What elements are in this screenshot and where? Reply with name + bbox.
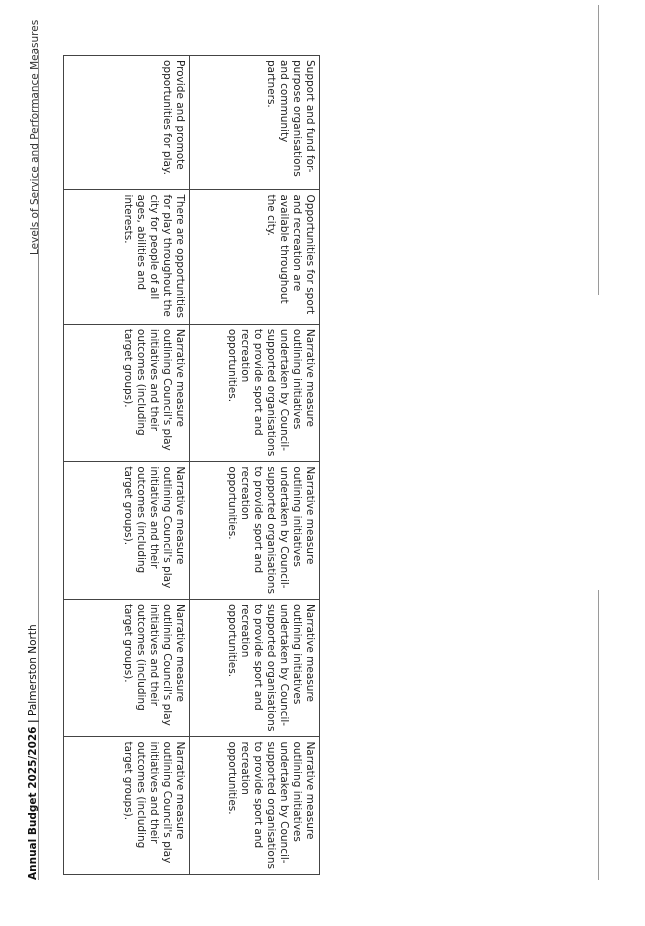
level-of-service-cell: There are opportunities for play throughout the city for people of all ages, abilities and interests. — [64, 190, 190, 324]
activity-cell: Provide and promote opportunities for play. — [64, 56, 190, 190]
page-header — [29, 20, 41, 255]
measure-cell: Narrative measure outlining initiatives undertaken by Council-supported organisations to provide sport and recreation opportunities. — [190, 737, 320, 875]
measure-cell: Narrative measure outlining initiatives undertaken by Council-supported organisations to provide sport and recreation opportunities. — [190, 324, 320, 462]
performance-measures-table — [63, 55, 320, 875]
measure-cell: Narrative measure outlining initiatives undertaken by Council-supported organisations to provide sport and recreation opportunities. — [190, 462, 320, 600]
footer-doc-title: Annual Budget 2025/2026 — [27, 726, 39, 880]
footer-separator: | — [27, 719, 39, 724]
measure-cell: Narrative measure outlining Council's play initiatives and their outcomes (including target groups). — [64, 599, 190, 737]
right-margin-rule-bottom — [598, 590, 599, 880]
measure-cell: Narrative measure outlining initiatives undertaken by Council-supported organisations to provide sport and recreation opportunities. — [190, 599, 320, 737]
measure-cell: Narrative measure outlining Council's play initiatives and their outcomes (including target groups). — [64, 737, 190, 875]
measure-cell: Narrative measure outlining Council's play initiatives and their outcomes (including target groups). — [64, 462, 190, 600]
table-row — [64, 56, 190, 875]
header-title: Levels of Service and Performance Measures — [29, 19, 41, 255]
page-footer — [27, 624, 39, 880]
performance-measures-table-wrapper — [64, 55, 320, 875]
activity-cell: Support and fund for-purpose organisations and community partners. — [190, 56, 320, 190]
footer-organisation: Palmerston North — [27, 624, 39, 716]
level-of-service-cell: Opportunities for sport and recreation are available throughout the city. — [190, 190, 320, 324]
measure-cell: Narrative measure outlining Council's play initiatives and their outcomes (including target groups). — [64, 324, 190, 462]
table-row — [190, 56, 320, 875]
right-margin-rule-top — [598, 5, 599, 295]
